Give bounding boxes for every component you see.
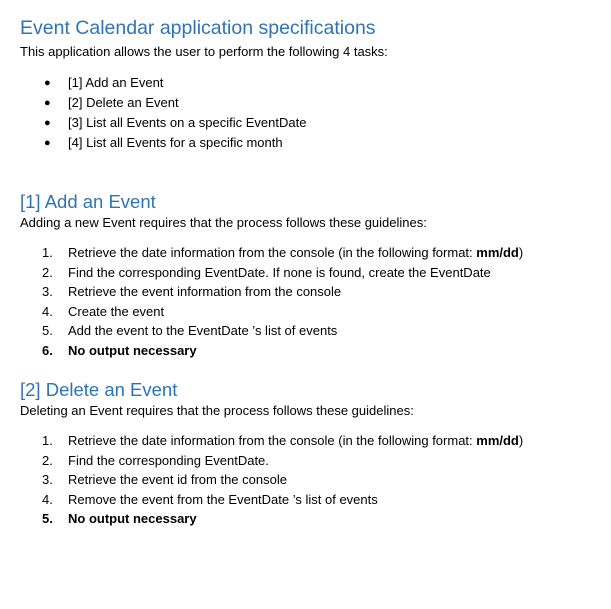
step-item: 1. Retrieve the date information from the console (in the following format: mm/dd) [42,245,524,260]
document-page [20,0,605,529]
step-item: 3. Retrieve the event information from the console [42,284,342,299]
delete-event-intro: Deleting an Event requires that the process follows these guidelines: [20,403,414,418]
task-item: ● [2] Delete an Event [20,93,605,113]
task-list [20,73,605,153]
step-item: 5. Add the event to the EventDate ’s list of events [42,323,338,338]
step-item: 2. Find the corresponding EventDate. [42,452,269,468]
document-title: Event Calendar application specifications [20,17,376,39]
task-item: ● [3] List all Events on a specific EventDate [20,113,605,133]
delete-event-heading: [2] Delete an Event [20,379,178,400]
task-item: ● [4] List all Events for a specific month [20,133,605,153]
add-event-heading: [1] Add an Event [20,191,156,212]
step-item: 4. Create the event [42,303,165,319]
bullet-icon: ● [44,137,51,149]
bullet-icon: ● [44,77,51,89]
task-item: ● [1] Add an Event [20,73,605,93]
delete-event-steps [20,431,605,529]
add-event-intro: Adding a new Event requires that the process follows these guidelines: [20,215,427,230]
intro-text: This application allows the user to perform the following 4 tasks: [20,44,388,59]
step-item: 4. Remove the event from the EventDate ’s list of events [42,491,378,507]
step-item: 6. No output necessary [42,342,197,358]
bullet-icon: ● [44,117,51,129]
step-item: 1. Retrieve the date information from the console (in the following format: mm/dd) [42,433,524,448]
step-item: 5. No output necessary [42,511,197,526]
step-item: 2. Find the corresponding EventDate. If none is found, create the EventDate [42,264,491,280]
add-event-steps [20,243,605,360]
bullet-icon: ● [44,97,51,109]
step-item: 3. Retrieve the event id from the console [42,472,287,487]
